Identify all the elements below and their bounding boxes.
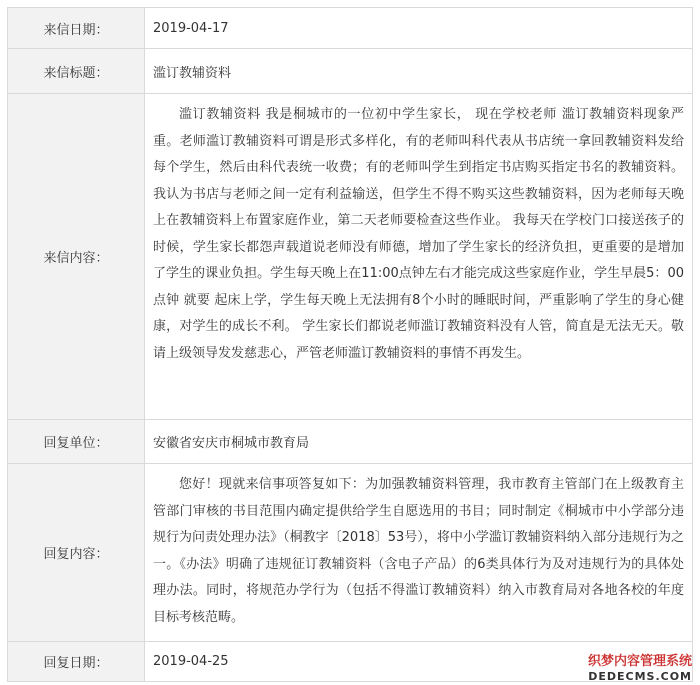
reply-date-value: 2019-04-25 [145,642,693,682]
letter-content-row [8,94,693,420]
watermark-domain: DEDECMS.COM [588,670,692,683]
reply-unit-value: 安徽省安庆市桐城市教育局 [145,420,693,464]
reply-content-row [8,464,693,642]
reply-unit-row [8,420,693,464]
reply-content-text: 您好！现就来信事项答复如下：为加强教辅资料管理，我市教育主管部门在上级教育主管部门审核的书目范围内确定提供给学生自愿选用的书目；同时制定《桐城市中小学部分违规行为问责处理办法》（桐教字〔2018〕53号），将中小学滥订教辅资料纳入部分违规行为之一。《办法》明确了违规征订教辅资料（含电子产品）的6类具体行为及对违规行为的具体处理办法。同时，将规范办学行为（包括不得滥订教辅资料）纳入市教育局对各地各校的年度目标考核范畴。 [145,464,693,642]
watermark [588,654,692,683]
letter-date-value: 2019-04-17 [145,8,693,49]
letter-date-row [8,8,693,49]
reply-date-label: 回复日期： [8,642,145,682]
letter-title-label: 来信标题： [8,49,145,94]
letter-content-text: 滥订教辅资料 我是桐城市的一位初中学生家长， 现在学校老师 滥订教辅资料现象严重。老师滥订教辅资料可谓是形式多样化，有的老师叫科代表从书店统一拿回教辅资料发给每个学生，然后由科代表统一收费；有的老师叫学生到指定书店购买指定书名的教辅资料。我认为书店与老师之间一定有利益输送，但学生不得不购买这些教辅资料，因为老师每天晚上在教辅资料上布置家庭作业，第二天老师要检查这些作业。 我每天在学校门口接送孩子的时候，学生家长都怨声载道说老师没有师德，增加了学生家长的经济负担，更重要的是增加了学生的课业负担。学生每天晚上在11:00点钟左右才能完成这些家庭作业，学生早晨5：00点钟 就要 起床上学，学生每天晚上无法拥有8个小时的睡眠时间，严重影响了学生的身心健康，对学生的成长不利。 学生家长们都说老师滥订教辅资料没有人管，简直是无法无天。敬请上级领导发发慈悲心，严管老师滥订教辅资料的事情不再发生。 [145,94,693,420]
letter-title-row [8,49,693,94]
watermark-title: 织梦内容管理系统 [587,654,692,669]
reply-content-label: 回复内容： [8,464,145,642]
letter-content-label: 来信内容： [8,94,145,420]
letter-title-value: 滥订教辅资料 [145,49,693,94]
reply-unit-label: 回复单位： [8,420,145,464]
letter-date-label: 来信日期： [8,8,145,49]
letter-detail-table [7,7,693,682]
